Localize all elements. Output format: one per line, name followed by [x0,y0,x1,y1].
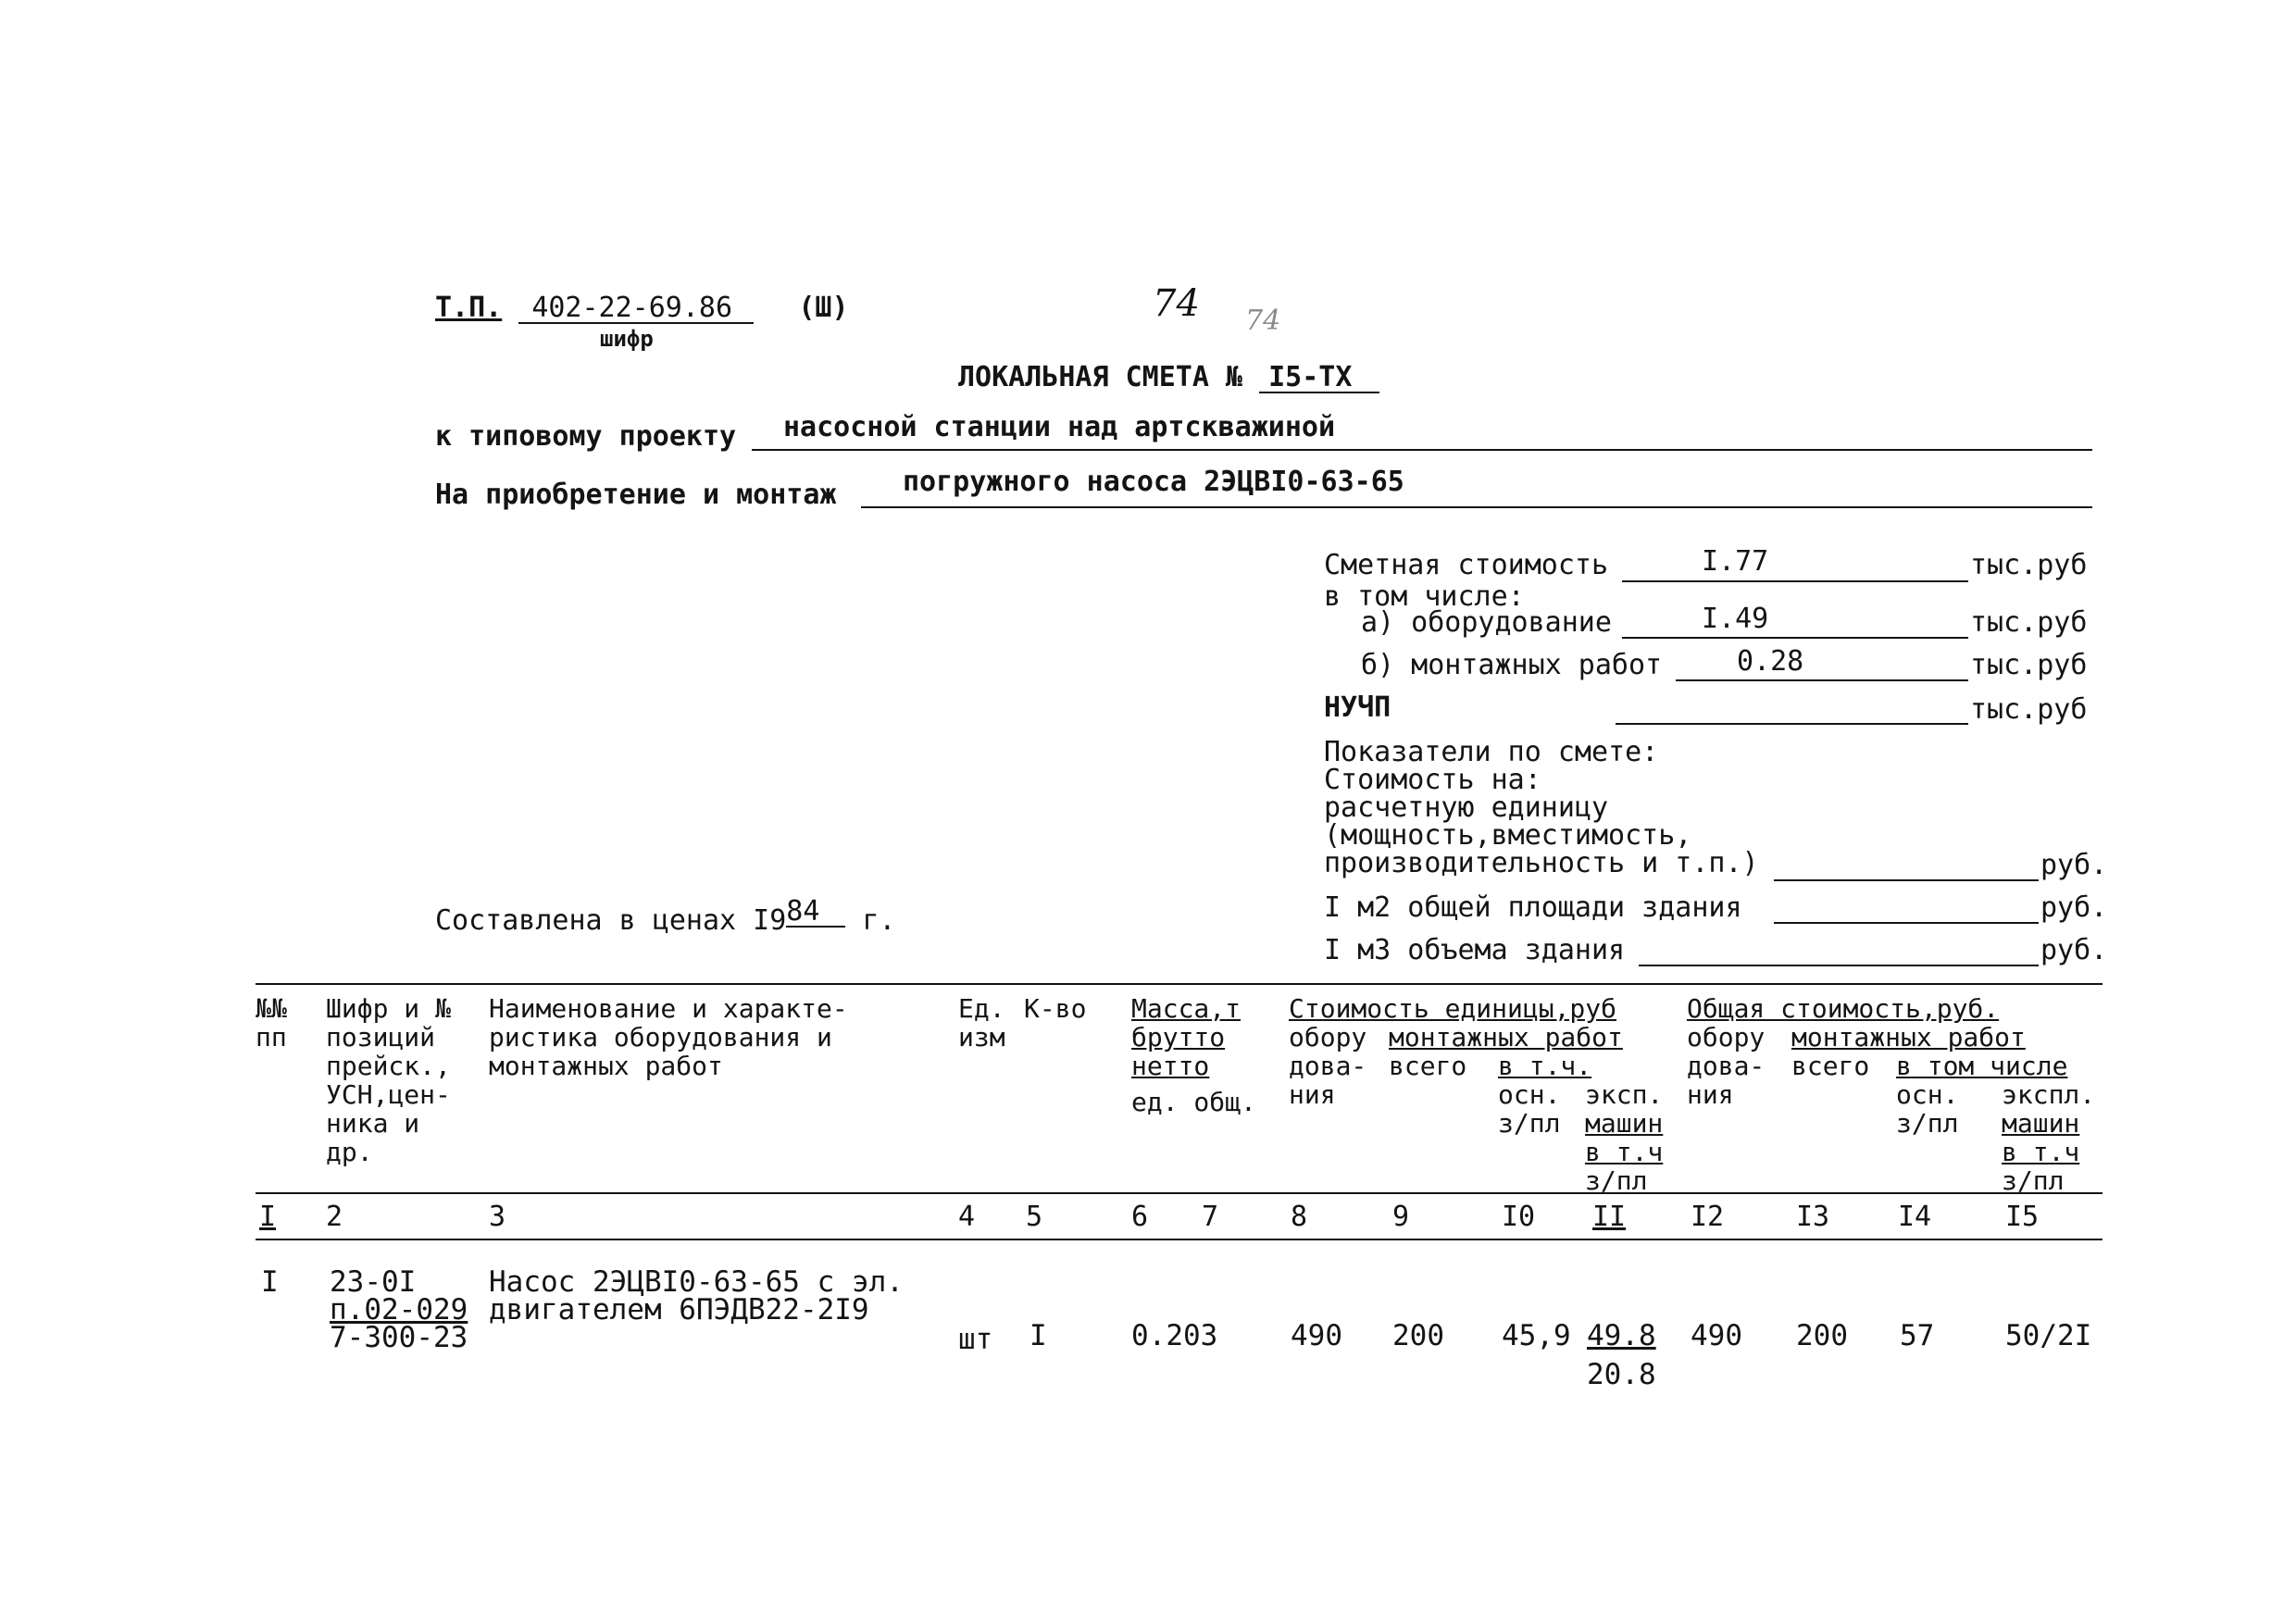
total-label: Сметная стоимость [1324,549,1609,581]
calc-unit-note2: производительность и т.п.) [1324,847,1759,879]
prices-line [435,895,896,937]
hdr-c1: №№ пп [256,993,287,1052]
tp-block [435,294,849,324]
table-top-line [256,983,2103,985]
row-mass: 0.203 [1131,1319,1218,1352]
colnum-bottom-line [256,1239,2103,1240]
calc-unit-note: (мощность,вместимость, [1324,819,1692,852]
install-value: 0.28 [1737,645,1804,678]
colnum-8: 8 [1291,1201,1308,1233]
hdr-c5: К-во [1024,993,1087,1024]
estimate-title: ЛОКАЛЬНАЯ СМЕТА № [958,361,1243,393]
hdr-mass: Масса,т брутто нетто ед. общ. [1131,993,1256,1117]
m2-rub: руб. [2040,891,2108,924]
row-qty: I [1029,1319,1047,1352]
indicators-label: Показатели по смете: [1324,736,1659,768]
row-total-equip: 490 [1691,1319,1742,1352]
row-unit-equip: 490 [1291,1319,1342,1352]
hdr-total-exp: экспл. машин в т.ч з/пл [2002,1079,2096,1196]
equipment-value: I.49 [1702,603,1769,635]
hdr-unit-total: всего [1389,1051,1467,1081]
header-bottom-line [256,1192,2103,1194]
total-underline [1622,580,1968,582]
row-name: Насос 2ЭЦВI0-63-65 с эл. двигателем 6ПЭДВ22-2I9 [489,1265,904,1326]
colnum-10: I0 [1502,1201,1536,1233]
hdr-c4: Ед. изм [958,993,1005,1052]
hdr-unit-exp: эксп. машин в т.ч з/пл [1585,1079,1664,1196]
colnum-14: I4 [1898,1201,1932,1233]
equipment-underline [1622,637,1968,639]
including-label: в том числе: [1324,580,1525,613]
prices-year: 84 [786,898,845,928]
install-unit: тыс.руб [1970,649,2088,681]
row-unit-exp: 49.8 [1587,1319,1656,1352]
tp-prefix: Т.П. [435,292,503,324]
equipment-label: а) оборудование [1361,606,1612,639]
install-label: б) монтажных работ [1361,649,1663,681]
calc-unit-rub: руб. [2040,849,2108,881]
row-unit: шт [958,1323,993,1356]
project-value: насосной станции над артскважиной [783,411,1336,443]
hdr-c2: Шифр и № позиций прейск., УСН,цен- ника и др. [326,993,451,1167]
row-total-wage: 57 [1900,1319,1935,1352]
colnum-4: 4 [958,1201,976,1233]
colnum-15: I5 [2005,1201,2040,1233]
colnum-3: 3 [489,1201,506,1233]
row-unit-exp-wage: 20.8 [1587,1358,1656,1391]
prices-label: Составлена в ценах I9 [435,904,787,937]
tp-caption: шифр [600,326,654,352]
hdr-c3: Наименование и характе- ристика оборудования и монтажных работ [489,993,848,1081]
m2-label: I м2 общей площади здания [1324,891,1742,924]
total-value: I.77 [1702,545,1769,578]
row-total-total: 200 [1796,1319,1848,1352]
hdr-total-wage: осн. з/пл [1896,1079,1959,1139]
calc-unit-underline [1774,879,2039,881]
row-total-exp: 50/2I [2005,1319,2092,1352]
nuchp-underline [1616,723,1968,725]
hdr-unit-wage: осн. з/пл [1498,1079,1561,1139]
prices-suffix: г. [862,904,896,937]
tp-volume: (Ш) [798,292,849,324]
row-unit-total: 200 [1392,1319,1444,1352]
m3-underline [1639,965,2039,966]
colnum-13: I3 [1796,1201,1830,1233]
total-unit: тыс.руб [1970,549,2088,581]
m3-label: I м3 объема здания [1324,934,1626,966]
nuchp-unit: тыс.руб [1970,693,2088,726]
hdr-unit-cost: Стоимость единицы,руб [1289,993,1617,1024]
m2-underline [1774,922,2039,924]
hdr-unit-incl: в т.ч. [1498,1051,1592,1081]
page-number-faint: 74 [1245,305,1281,337]
purpose-value: погружного насоса 2ЭЦВI0-63-65 [903,466,1404,498]
project-underline [752,449,2092,451]
nuchp-label: НУЧП [1324,691,1391,724]
estimate-number: I5-TX [1259,364,1379,393]
colnum-9: 9 [1392,1201,1410,1233]
equipment-unit: тыс.руб [1970,606,2088,639]
hdr-unit-mont: монтажных работ [1389,1022,1623,1052]
cost-per-label: Стоимость на: [1324,764,1541,796]
hdr-total-equip: обору дова- ния [1687,1022,1766,1110]
project-label: к типовому проекту [435,420,737,453]
colnum-11: II [1592,1201,1627,1233]
hdr-total-incl: в том числе [1896,1051,2068,1081]
colnum-7: 7 [1202,1201,1219,1233]
m3-rub: руб. [2040,934,2108,966]
calc-unit-label: расчетную единицу [1324,791,1609,824]
row-num: I [261,1265,279,1299]
row-unit-wage: 45,9 [1502,1319,1571,1352]
colnum-1: I [259,1201,277,1233]
hdr-unit-equip: обору дова- ния [1289,1022,1367,1110]
hdr-total-mont: монтажных работ [1791,1022,2026,1052]
purpose-label: На приобретение и монтаж [435,479,837,511]
tp-code: 402-22-69.86 [518,294,754,324]
purpose-underline [861,506,2092,508]
install-underline [1676,679,1968,681]
colnum-6: 6 [1131,1201,1149,1233]
row-code: 23-0I п.02-029 7-300-23 [330,1265,468,1354]
colnum-12: I2 [1691,1201,1725,1233]
hdr-total-total: всего [1791,1051,1870,1081]
colnum-5: 5 [1026,1201,1043,1233]
estimate-title-line [958,361,1379,393]
page-number: 74 [1153,282,1200,325]
colnum-2: 2 [326,1201,343,1233]
hdr-total-cost: Общая стоимость,руб. [1687,993,2000,1024]
